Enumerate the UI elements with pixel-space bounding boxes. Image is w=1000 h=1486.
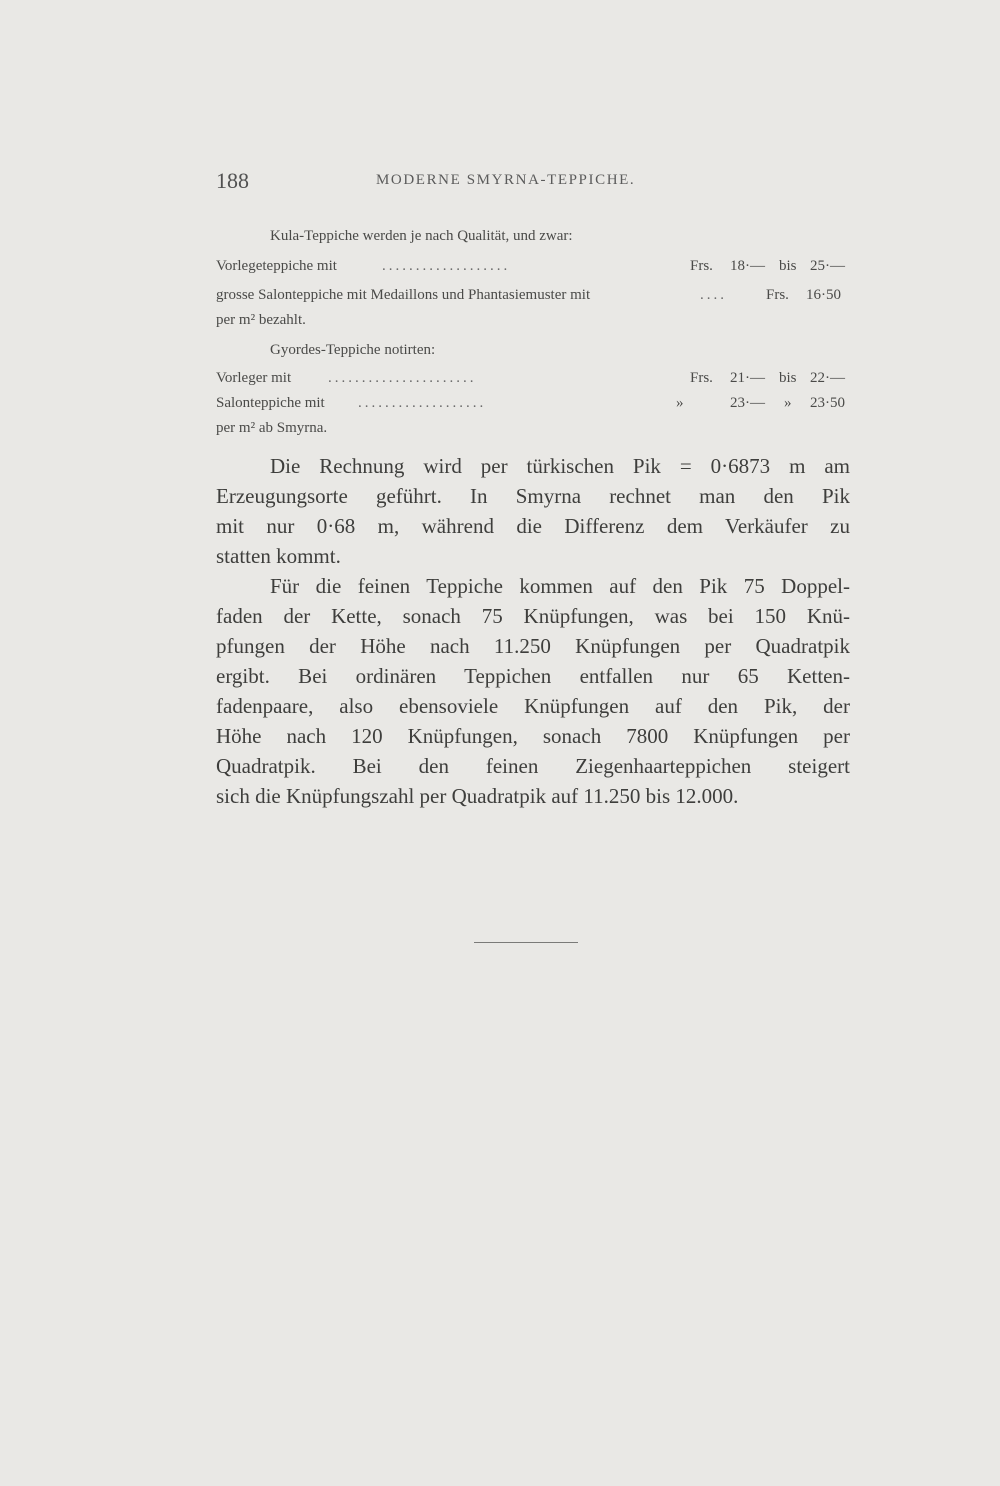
paragraph-line: statten kommt. — [216, 544, 341, 568]
row-label: Vorlegeteppiche mit — [216, 258, 337, 274]
paragraph-line: pfungen der Höhe nach 11.250 Knüpfungen per Quadratpik — [216, 634, 850, 658]
paragraph-line: fadenpaare, also ebensoviele Knüpfungen auf den Pik, der — [216, 694, 850, 718]
row-unit: Frs. — [690, 370, 713, 386]
gyordes-row-vorleger — [216, 370, 850, 394]
kula-closing: per m² bezahlt. — [216, 312, 306, 328]
running-title: MODERNE SMYRNA-TEPPICHE. — [376, 172, 636, 188]
row-price: 16·50 — [806, 287, 841, 303]
row-unit: Frs. — [690, 258, 713, 274]
paragraph-line: Quadratpik. Bei den feinen Ziegenhaarteppichen steigert — [216, 754, 850, 778]
paragraph-line: Die Rechnung wird per türkischen Pik = 0·6873 m am — [270, 454, 850, 478]
paragraph-line: faden der Kette, sonach 75 Knüpfungen, was bei 150 Knü- — [216, 604, 850, 628]
paragraph-line: Höhe nach 120 Knüpfungen, sonach 7800 Knüpfungen per — [216, 724, 850, 748]
kula-row-vorlege — [216, 258, 850, 282]
row-label: Salonteppiche mit — [216, 395, 325, 411]
row-dots: .... — [700, 287, 727, 303]
row-price-from: 21·— — [730, 370, 765, 386]
row-dots: ...................... — [328, 370, 477, 386]
kula-row-salon — [216, 287, 850, 311]
section-end-rule — [474, 942, 578, 943]
row-price-to: 25·— — [810, 258, 845, 274]
page-number: 188 — [216, 168, 249, 193]
row-unit: » — [676, 395, 684, 411]
kula-intro: Kula-Teppiche werden je nach Qualität, und zwar: — [270, 228, 573, 244]
row-separator: bis — [779, 258, 797, 274]
paragraph-line: mit nur 0·68 m, während die Differenz dem Verkäufer zu — [216, 514, 850, 538]
row-price-to: 23·50 — [810, 395, 845, 411]
paragraph-line: ergibt. Bei ordinären Teppichen entfallen nur 65 Ketten- — [216, 664, 850, 688]
row-price-from: 23·— — [730, 395, 765, 411]
gyordes-intro: Gyordes-Teppiche notirten: — [270, 342, 436, 358]
gyordes-row-salon — [216, 395, 850, 419]
row-label: Vorleger mit — [216, 370, 292, 386]
gyordes-closing: per m² ab Smyrna. — [216, 420, 328, 436]
paragraph-line: sich die Knüpfungszahl per Quadratpik auf 11.250 bis 12.000. — [216, 784, 739, 808]
running-head — [216, 168, 850, 198]
row-separator: » — [784, 395, 792, 411]
row-dots: ................... — [358, 395, 487, 411]
row-price-to: 22·— — [810, 370, 845, 386]
row-price-from: 18·— — [730, 258, 765, 274]
row-label: grosse Salonteppiche mit Medaillons und Phantasiemuster mit — [216, 287, 591, 303]
paragraph-line: Für die feinen Teppiche kommen auf den Pik 75 Doppel- — [270, 574, 850, 598]
row-dots: ................... — [382, 258, 511, 274]
row-unit: Frs. — [766, 287, 789, 303]
row-separator: bis — [779, 370, 797, 386]
paragraph-line: Erzeugungsorte geführt. In Smyrna rechnet man den Pik — [216, 484, 850, 508]
